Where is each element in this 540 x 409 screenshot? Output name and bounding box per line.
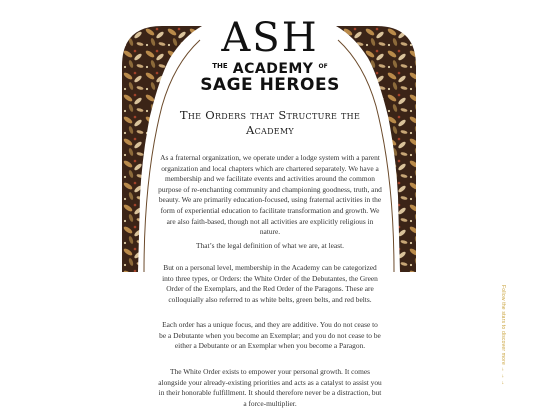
paragraph-intro: As a fraternal organization, we operate under a lodge system with a parent organization and local chapters which are chartered separately. We have a membership and we facilitate events and activities around the common purpose of re-enchanting community and championing goodness, truth, and beauty. We are primarily education-focused, using fraternal activities in the form of experiential education to facilitate transformation and growth. We are also faith-based, though not all activities are explicitly religious in nature. bbox=[158, 153, 382, 237]
page-title bbox=[172, 108, 368, 138]
logo-academy-text: ACADEMY bbox=[232, 61, 314, 77]
academy-logo[interactable] bbox=[200, 15, 340, 95]
paragraph-white-order: The White Order exists to empower your personal growth. It comes alongside your already-existing priorities and acts as a catalyst to assist you in their honorable fulfillment. It should therefore never be a distraction, but a force-multiplier. bbox=[158, 367, 382, 408]
logo-the-text: THE bbox=[212, 62, 228, 70]
logo-ash-text: ASH bbox=[221, 15, 319, 61]
page-title-line1: The Orders that Structure the bbox=[179, 108, 361, 122]
page-title-line2: Academy bbox=[245, 123, 295, 137]
logo-sage-heroes-text: SAGE HEROES bbox=[200, 75, 340, 95]
paragraph-additive: Each order has a unique focus, and they are additive. You do not cease to be a Debutante when you become an Exemplar; and you do not cease to be either a Debutante or an Exemplar when you become a Paragon. bbox=[159, 320, 381, 351]
follow-stars-link[interactable]: Follow the stars to discover more → → → bbox=[500, 285, 506, 386]
logo-academy-line bbox=[200, 59, 340, 76]
logo-of-text: OF bbox=[318, 63, 328, 70]
paragraph-legal: That’s the legal definition of what we are, at least. bbox=[196, 241, 344, 250]
paragraph-orders: But on a personal level, membership in the Academy can be categorized into three types, or Orders: the White Order of the Debutantes, the Green Order of the Exemplars, and the Red Order of the Paragons. These are colloquially also referred to as white belts, green belts, and red belts. bbox=[162, 263, 378, 304]
